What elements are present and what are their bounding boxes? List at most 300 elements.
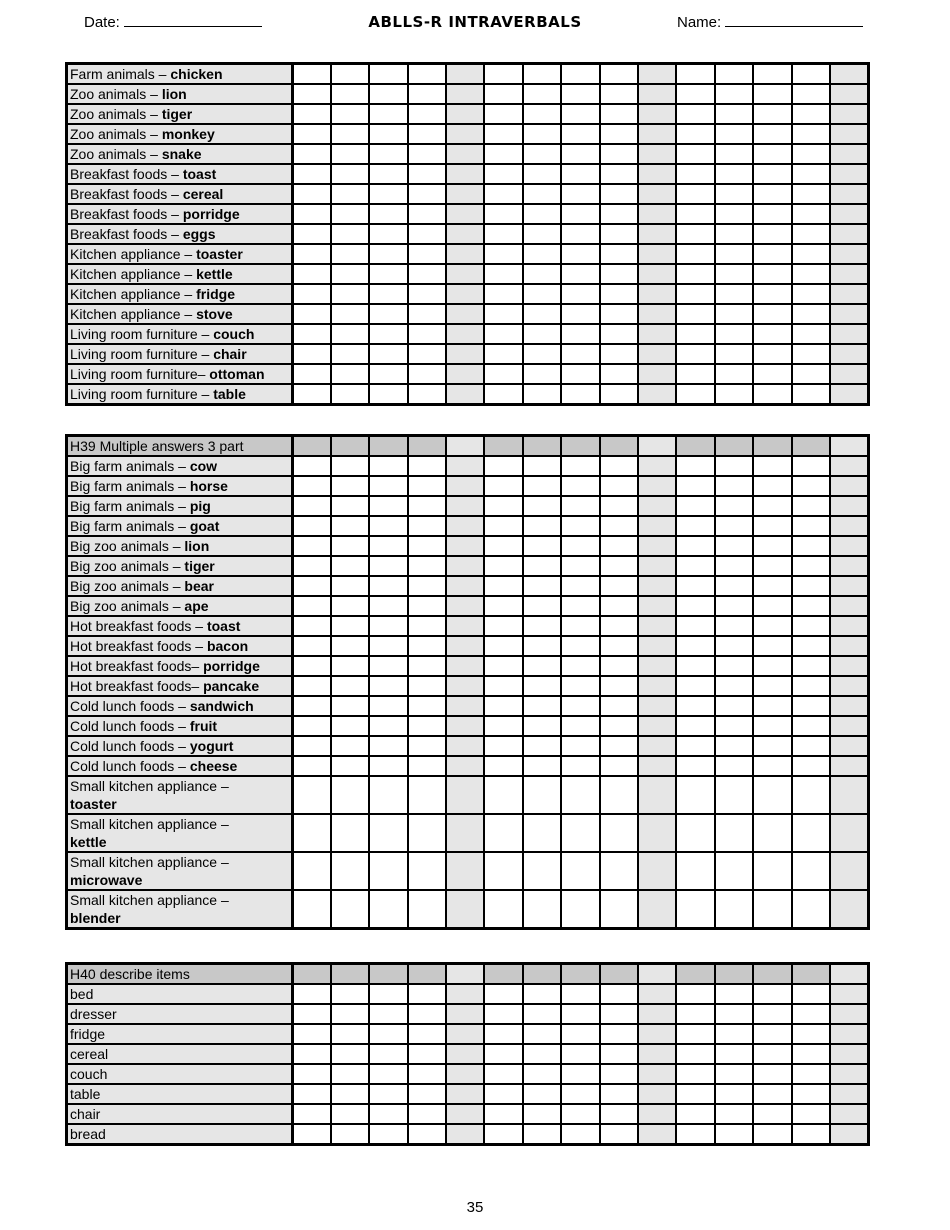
score-cell[interactable] <box>638 1064 676 1084</box>
score-cell[interactable] <box>446 64 484 85</box>
score-cell[interactable] <box>600 184 638 204</box>
score-cell[interactable] <box>446 814 484 852</box>
score-cell[interactable] <box>293 1004 331 1024</box>
score-cell[interactable] <box>676 716 714 736</box>
score-cell[interactable] <box>600 716 638 736</box>
score-cell[interactable] <box>331 104 369 124</box>
score-cell[interactable] <box>830 304 869 324</box>
score-cell[interactable] <box>446 1064 484 1084</box>
score-cell[interactable] <box>561 476 599 496</box>
score-cell[interactable] <box>792 716 830 736</box>
score-cell[interactable] <box>331 264 369 284</box>
score-cell[interactable] <box>293 144 331 164</box>
score-cell[interactable] <box>369 1104 407 1124</box>
score-cell[interactable] <box>830 1104 869 1124</box>
score-cell[interactable] <box>331 1064 369 1084</box>
score-cell[interactable] <box>715 344 753 364</box>
score-cell[interactable] <box>830 324 869 344</box>
score-cell[interactable] <box>638 104 676 124</box>
score-cell[interactable] <box>331 144 369 164</box>
score-cell[interactable] <box>331 636 369 656</box>
score-cell[interactable] <box>561 616 599 636</box>
score-cell[interactable] <box>523 1044 561 1064</box>
score-cell[interactable] <box>484 852 522 890</box>
score-cell[interactable] <box>369 124 407 144</box>
score-cell[interactable] <box>369 304 407 324</box>
score-cell[interactable] <box>369 64 407 85</box>
score-cell[interactable] <box>369 224 407 244</box>
score-cell[interactable] <box>830 384 869 405</box>
score-cell[interactable] <box>369 536 407 556</box>
score-cell[interactable] <box>331 244 369 264</box>
score-cell[interactable] <box>561 324 599 344</box>
score-cell[interactable] <box>753 244 791 264</box>
score-cell[interactable] <box>484 284 522 304</box>
score-cell[interactable] <box>408 676 446 696</box>
score-cell[interactable] <box>561 636 599 656</box>
name-field[interactable] <box>677 12 863 31</box>
score-cell[interactable] <box>676 1104 714 1124</box>
score-cell[interactable] <box>523 84 561 104</box>
score-cell[interactable] <box>792 1024 830 1044</box>
score-cell[interactable] <box>446 556 484 576</box>
score-cell[interactable] <box>676 184 714 204</box>
score-cell[interactable] <box>369 384 407 405</box>
score-cell[interactable] <box>446 852 484 890</box>
score-cell[interactable] <box>408 536 446 556</box>
score-cell[interactable] <box>561 756 599 776</box>
score-cell[interactable] <box>600 616 638 636</box>
score-cell[interactable] <box>408 852 446 890</box>
score-cell[interactable] <box>715 1024 753 1044</box>
score-cell[interactable] <box>600 852 638 890</box>
score-cell[interactable] <box>484 556 522 576</box>
score-cell[interactable] <box>753 64 791 85</box>
score-cell[interactable] <box>408 124 446 144</box>
score-cell[interactable] <box>792 984 830 1004</box>
score-cell[interactable] <box>638 64 676 85</box>
score-cell[interactable] <box>408 1104 446 1124</box>
score-cell[interactable] <box>446 536 484 556</box>
score-cell[interactable] <box>446 124 484 144</box>
score-cell[interactable] <box>484 536 522 556</box>
score-cell[interactable] <box>408 1084 446 1104</box>
score-cell[interactable] <box>293 1044 331 1064</box>
score-cell[interactable] <box>523 144 561 164</box>
score-cell[interactable] <box>753 814 791 852</box>
score-cell[interactable] <box>293 124 331 144</box>
score-cell[interactable] <box>638 456 676 476</box>
score-cell[interactable] <box>715 776 753 814</box>
score-cell[interactable] <box>830 496 869 516</box>
score-cell[interactable] <box>792 536 830 556</box>
score-cell[interactable] <box>293 756 331 776</box>
score-cell[interactable] <box>331 776 369 814</box>
score-cell[interactable] <box>293 244 331 264</box>
score-cell[interactable] <box>561 1124 599 1145</box>
score-cell[interactable] <box>408 736 446 756</box>
score-cell[interactable] <box>408 984 446 1004</box>
score-cell[interactable] <box>408 656 446 676</box>
score-cell[interactable] <box>523 656 561 676</box>
score-cell[interactable] <box>561 776 599 814</box>
score-cell[interactable] <box>293 716 331 736</box>
score-cell[interactable] <box>561 496 599 516</box>
score-cell[interactable] <box>600 736 638 756</box>
score-cell[interactable] <box>369 716 407 736</box>
score-cell[interactable] <box>561 1104 599 1124</box>
score-cell[interactable] <box>523 536 561 556</box>
score-cell[interactable] <box>408 596 446 616</box>
score-cell[interactable] <box>408 204 446 224</box>
score-cell[interactable] <box>638 84 676 104</box>
score-cell[interactable] <box>676 304 714 324</box>
score-cell[interactable] <box>792 1044 830 1064</box>
score-cell[interactable] <box>715 1084 753 1104</box>
score-cell[interactable] <box>293 384 331 405</box>
score-cell[interactable] <box>638 616 676 636</box>
score-cell[interactable] <box>446 284 484 304</box>
score-cell[interactable] <box>792 264 830 284</box>
score-cell[interactable] <box>638 496 676 516</box>
score-cell[interactable] <box>293 576 331 596</box>
score-cell[interactable] <box>792 384 830 405</box>
score-cell[interactable] <box>638 224 676 244</box>
score-cell[interactable] <box>331 224 369 244</box>
score-cell[interactable] <box>369 656 407 676</box>
score-cell[interactable] <box>523 890 561 929</box>
score-cell[interactable] <box>484 716 522 736</box>
score-cell[interactable] <box>331 1044 369 1064</box>
score-cell[interactable] <box>408 1004 446 1024</box>
name-blank-line[interactable] <box>725 12 863 27</box>
score-cell[interactable] <box>600 890 638 929</box>
score-cell[interactable] <box>446 890 484 929</box>
score-cell[interactable] <box>293 1024 331 1044</box>
score-cell[interactable] <box>293 104 331 124</box>
score-cell[interactable] <box>484 890 522 929</box>
score-cell[interactable] <box>484 616 522 636</box>
score-cell[interactable] <box>830 890 869 929</box>
score-cell[interactable] <box>715 756 753 776</box>
score-cell[interactable] <box>408 1024 446 1044</box>
score-cell[interactable] <box>753 164 791 184</box>
score-cell[interactable] <box>484 456 522 476</box>
score-cell[interactable] <box>446 576 484 596</box>
score-cell[interactable] <box>523 304 561 324</box>
score-cell[interactable] <box>753 324 791 344</box>
score-cell[interactable] <box>523 776 561 814</box>
score-cell[interactable] <box>331 596 369 616</box>
score-cell[interactable] <box>484 304 522 324</box>
score-cell[interactable] <box>408 496 446 516</box>
score-cell[interactable] <box>331 716 369 736</box>
score-cell[interactable] <box>830 1124 869 1145</box>
score-cell[interactable] <box>369 84 407 104</box>
score-cell[interactable] <box>369 344 407 364</box>
score-cell[interactable] <box>830 516 869 536</box>
score-cell[interactable] <box>446 384 484 405</box>
score-cell[interactable] <box>408 756 446 776</box>
score-cell[interactable] <box>715 656 753 676</box>
score-cell[interactable] <box>600 144 638 164</box>
score-cell[interactable] <box>484 244 522 264</box>
score-cell[interactable] <box>484 204 522 224</box>
score-cell[interactable] <box>523 596 561 616</box>
score-cell[interactable] <box>369 456 407 476</box>
score-cell[interactable] <box>792 364 830 384</box>
score-cell[interactable] <box>293 1064 331 1084</box>
score-cell[interactable] <box>523 244 561 264</box>
score-cell[interactable] <box>676 496 714 516</box>
score-cell[interactable] <box>753 736 791 756</box>
score-cell[interactable] <box>293 456 331 476</box>
score-cell[interactable] <box>638 1084 676 1104</box>
score-cell[interactable] <box>792 344 830 364</box>
score-cell[interactable] <box>600 776 638 814</box>
score-cell[interactable] <box>293 516 331 536</box>
score-cell[interactable] <box>600 576 638 596</box>
score-cell[interactable] <box>638 1104 676 1124</box>
score-cell[interactable] <box>715 244 753 264</box>
score-cell[interactable] <box>676 364 714 384</box>
score-cell[interactable] <box>331 64 369 85</box>
score-cell[interactable] <box>830 264 869 284</box>
score-cell[interactable] <box>638 204 676 224</box>
score-cell[interactable] <box>484 636 522 656</box>
score-cell[interactable] <box>484 324 522 344</box>
score-cell[interactable] <box>331 324 369 344</box>
score-cell[interactable] <box>638 124 676 144</box>
score-cell[interactable] <box>446 184 484 204</box>
score-cell[interactable] <box>792 124 830 144</box>
score-cell[interactable] <box>753 104 791 124</box>
score-cell[interactable] <box>638 1044 676 1064</box>
score-cell[interactable] <box>676 656 714 676</box>
score-cell[interactable] <box>830 636 869 656</box>
score-cell[interactable] <box>792 496 830 516</box>
score-cell[interactable] <box>293 184 331 204</box>
score-cell[interactable] <box>331 284 369 304</box>
score-cell[interactable] <box>369 852 407 890</box>
score-cell[interactable] <box>792 104 830 124</box>
score-cell[interactable] <box>676 984 714 1004</box>
score-cell[interactable] <box>753 476 791 496</box>
score-cell[interactable] <box>638 244 676 264</box>
score-cell[interactable] <box>484 264 522 284</box>
score-cell[interactable] <box>753 890 791 929</box>
score-cell[interactable] <box>753 656 791 676</box>
score-cell[interactable] <box>561 656 599 676</box>
score-cell[interactable] <box>715 224 753 244</box>
score-cell[interactable] <box>484 1044 522 1064</box>
score-cell[interactable] <box>484 516 522 536</box>
score-cell[interactable] <box>676 776 714 814</box>
score-cell[interactable] <box>446 776 484 814</box>
score-cell[interactable] <box>753 716 791 736</box>
score-cell[interactable] <box>369 596 407 616</box>
score-cell[interactable] <box>830 756 869 776</box>
score-cell[interactable] <box>753 204 791 224</box>
score-cell[interactable] <box>523 164 561 184</box>
score-cell[interactable] <box>792 1104 830 1124</box>
score-cell[interactable] <box>753 636 791 656</box>
score-cell[interactable] <box>600 264 638 284</box>
score-cell[interactable] <box>753 344 791 364</box>
score-cell[interactable] <box>561 144 599 164</box>
score-cell[interactable] <box>715 364 753 384</box>
score-cell[interactable] <box>676 696 714 716</box>
score-cell[interactable] <box>446 164 484 184</box>
score-cell[interactable] <box>792 184 830 204</box>
score-cell[interactable] <box>792 64 830 85</box>
score-cell[interactable] <box>638 576 676 596</box>
score-cell[interactable] <box>561 696 599 716</box>
score-cell[interactable] <box>369 244 407 264</box>
score-cell[interactable] <box>638 890 676 929</box>
score-cell[interactable] <box>408 1044 446 1064</box>
score-cell[interactable] <box>331 616 369 636</box>
score-cell[interactable] <box>484 656 522 676</box>
score-cell[interactable] <box>369 696 407 716</box>
score-cell[interactable] <box>676 264 714 284</box>
score-cell[interactable] <box>293 1104 331 1124</box>
score-cell[interactable] <box>638 364 676 384</box>
score-cell[interactable] <box>715 536 753 556</box>
score-cell[interactable] <box>600 476 638 496</box>
score-cell[interactable] <box>523 456 561 476</box>
score-cell[interactable] <box>792 244 830 264</box>
score-cell[interactable] <box>638 776 676 814</box>
score-cell[interactable] <box>830 364 869 384</box>
score-cell[interactable] <box>638 676 676 696</box>
score-cell[interactable] <box>753 576 791 596</box>
score-cell[interactable] <box>792 556 830 576</box>
score-cell[interactable] <box>369 324 407 344</box>
score-cell[interactable] <box>293 304 331 324</box>
score-cell[interactable] <box>600 1104 638 1124</box>
score-cell[interactable] <box>676 890 714 929</box>
score-cell[interactable] <box>561 852 599 890</box>
score-cell[interactable] <box>715 890 753 929</box>
score-cell[interactable] <box>561 284 599 304</box>
score-cell[interactable] <box>830 144 869 164</box>
score-cell[interactable] <box>446 984 484 1004</box>
score-cell[interactable] <box>753 456 791 476</box>
score-cell[interactable] <box>369 144 407 164</box>
score-cell[interactable] <box>331 516 369 536</box>
score-cell[interactable] <box>408 364 446 384</box>
score-cell[interactable] <box>293 496 331 516</box>
score-cell[interactable] <box>715 556 753 576</box>
score-cell[interactable] <box>753 984 791 1004</box>
score-cell[interactable] <box>331 84 369 104</box>
score-cell[interactable] <box>792 224 830 244</box>
score-cell[interactable] <box>331 476 369 496</box>
score-cell[interactable] <box>830 716 869 736</box>
score-cell[interactable] <box>331 1084 369 1104</box>
score-cell[interactable] <box>753 776 791 814</box>
score-cell[interactable] <box>753 184 791 204</box>
score-cell[interactable] <box>408 476 446 496</box>
score-cell[interactable] <box>830 1024 869 1044</box>
score-cell[interactable] <box>600 596 638 616</box>
score-cell[interactable] <box>753 1044 791 1064</box>
score-cell[interactable] <box>600 676 638 696</box>
score-cell[interactable] <box>600 496 638 516</box>
score-cell[interactable] <box>600 984 638 1004</box>
score-cell[interactable] <box>676 1064 714 1084</box>
score-cell[interactable] <box>638 1124 676 1145</box>
score-cell[interactable] <box>792 284 830 304</box>
score-cell[interactable] <box>446 104 484 124</box>
score-cell[interactable] <box>638 144 676 164</box>
score-cell[interactable] <box>561 890 599 929</box>
score-cell[interactable] <box>331 1124 369 1145</box>
score-cell[interactable] <box>830 1044 869 1064</box>
score-cell[interactable] <box>523 496 561 516</box>
score-cell[interactable] <box>523 716 561 736</box>
score-cell[interactable] <box>446 656 484 676</box>
score-cell[interactable] <box>484 184 522 204</box>
score-cell[interactable] <box>561 516 599 536</box>
score-cell[interactable] <box>792 576 830 596</box>
score-cell[interactable] <box>369 676 407 696</box>
score-cell[interactable] <box>715 184 753 204</box>
score-cell[interactable] <box>484 1124 522 1145</box>
score-cell[interactable] <box>523 264 561 284</box>
score-cell[interactable] <box>484 1004 522 1024</box>
score-cell[interactable] <box>446 476 484 496</box>
score-cell[interactable] <box>792 144 830 164</box>
score-cell[interactable] <box>523 616 561 636</box>
score-cell[interactable] <box>369 736 407 756</box>
score-cell[interactable] <box>600 364 638 384</box>
score-cell[interactable] <box>600 244 638 264</box>
score-cell[interactable] <box>561 124 599 144</box>
score-cell[interactable] <box>638 1004 676 1024</box>
score-cell[interactable] <box>331 456 369 476</box>
score-cell[interactable] <box>331 696 369 716</box>
score-cell[interactable] <box>676 756 714 776</box>
score-cell[interactable] <box>638 656 676 676</box>
score-cell[interactable] <box>561 64 599 85</box>
score-cell[interactable] <box>715 676 753 696</box>
score-cell[interactable] <box>715 736 753 756</box>
score-cell[interactable] <box>753 384 791 405</box>
score-cell[interactable] <box>600 124 638 144</box>
score-cell[interactable] <box>830 164 869 184</box>
score-cell[interactable] <box>561 384 599 405</box>
score-cell[interactable] <box>600 1084 638 1104</box>
score-cell[interactable] <box>293 264 331 284</box>
score-cell[interactable] <box>293 364 331 384</box>
score-cell[interactable] <box>676 224 714 244</box>
score-cell[interactable] <box>600 104 638 124</box>
score-cell[interactable] <box>293 852 331 890</box>
score-cell[interactable] <box>484 1024 522 1044</box>
score-cell[interactable] <box>792 476 830 496</box>
score-cell[interactable] <box>830 536 869 556</box>
score-cell[interactable] <box>523 636 561 656</box>
score-cell[interactable] <box>408 184 446 204</box>
score-cell[interactable] <box>408 556 446 576</box>
score-cell[interactable] <box>293 676 331 696</box>
score-cell[interactable] <box>715 64 753 85</box>
score-cell[interactable] <box>523 476 561 496</box>
score-cell[interactable] <box>676 1124 714 1145</box>
score-cell[interactable] <box>561 984 599 1004</box>
